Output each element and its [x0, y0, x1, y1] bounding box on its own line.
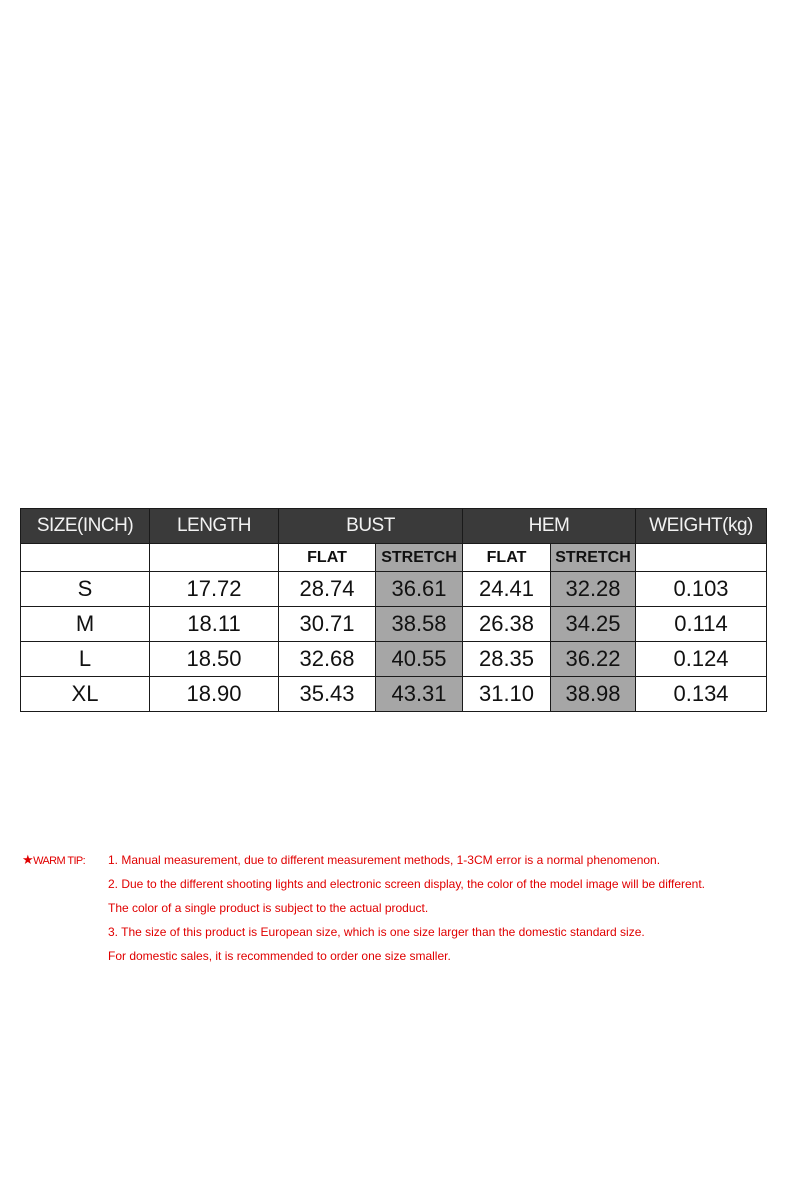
- hem-flat-cell: 28.35: [463, 642, 551, 677]
- warm-tip-label: [22, 848, 106, 873]
- bust-stretch-cell: 38.58: [376, 607, 463, 642]
- hem-flat-subheader: FLAT: [463, 544, 551, 572]
- weight-header: WEIGHT(kg): [636, 509, 767, 544]
- warm-tip-line: 2. Due to the different shooting lights and electronic screen display, the color of the model image will be different.: [108, 877, 706, 891]
- hem-stretch-subheader: STRETCH: [551, 544, 636, 572]
- weight-cell: 0.134: [636, 677, 767, 712]
- hem-flat-cell: 24.41: [463, 572, 551, 607]
- size-cell: XL: [21, 677, 150, 712]
- bust-stretch-subheader: STRETCH: [376, 544, 463, 572]
- weight-cell: 0.114: [636, 607, 767, 642]
- hem-stretch-cell: 36.22: [551, 642, 636, 677]
- bust-stretch-cell: 40.55: [376, 642, 463, 677]
- bust-flat-subheader: FLAT: [279, 544, 376, 572]
- hem-stretch-cell: 34.25: [551, 607, 636, 642]
- weight-cell: 0.103: [636, 572, 767, 607]
- warm-tip-lines: [108, 848, 705, 968]
- size-cell: S: [21, 572, 150, 607]
- weight-subheader-empty: [636, 544, 767, 572]
- length-cell: 18.90: [150, 677, 279, 712]
- bust-flat-cell: 35.43: [279, 677, 376, 712]
- length-header: LENGTH: [150, 509, 279, 544]
- size-cell: M: [21, 607, 150, 642]
- size-header: SIZE(INCH): [21, 509, 150, 544]
- length-cell: 18.50: [150, 642, 279, 677]
- bust-flat-cell: 30.71: [279, 607, 376, 642]
- size-cell: L: [21, 642, 150, 677]
- size-subheader-empty: [21, 544, 150, 572]
- bust-flat-cell: 28.74: [279, 572, 376, 607]
- warm-tip-line: 3. The size of this product is European size, which is one size larger than the domestic standard size.: [108, 925, 645, 939]
- length-cell: 18.11: [150, 607, 279, 642]
- length-cell: 17.72: [150, 572, 279, 607]
- hem-stretch-cell: 38.98: [551, 677, 636, 712]
- star-icon: ★: [22, 852, 34, 867]
- hem-stretch-cell: 32.28: [551, 572, 636, 607]
- bust-stretch-cell: 36.61: [376, 572, 463, 607]
- header-row: [21, 509, 767, 544]
- bust-stretch-cell: 43.31: [376, 677, 463, 712]
- warm-tip-label-text: WARM TIP:: [33, 855, 86, 867]
- table-row: [21, 642, 767, 677]
- bust-header: BUST: [279, 509, 463, 544]
- warm-tip-line: The color of a single product is subject to the actual product.: [108, 901, 429, 915]
- table-row: [21, 677, 767, 712]
- size-chart-table: [20, 508, 767, 712]
- bust-flat-cell: 32.68: [279, 642, 376, 677]
- length-subheader-empty: [150, 544, 279, 572]
- hem-header: HEM: [463, 509, 636, 544]
- table-row: [21, 607, 767, 642]
- warm-tip-line: For domestic sales, it is recommended to order one size smaller.: [108, 949, 451, 963]
- hem-flat-cell: 26.38: [463, 607, 551, 642]
- hem-flat-cell: 31.10: [463, 677, 551, 712]
- warm-tip-line: 1. Manual measurement, due to different measurement methods, 1-3CM error is a normal phenomenon.: [108, 853, 661, 867]
- weight-cell: 0.124: [636, 642, 767, 677]
- subheader-row: [21, 544, 767, 572]
- table-row: [21, 572, 767, 607]
